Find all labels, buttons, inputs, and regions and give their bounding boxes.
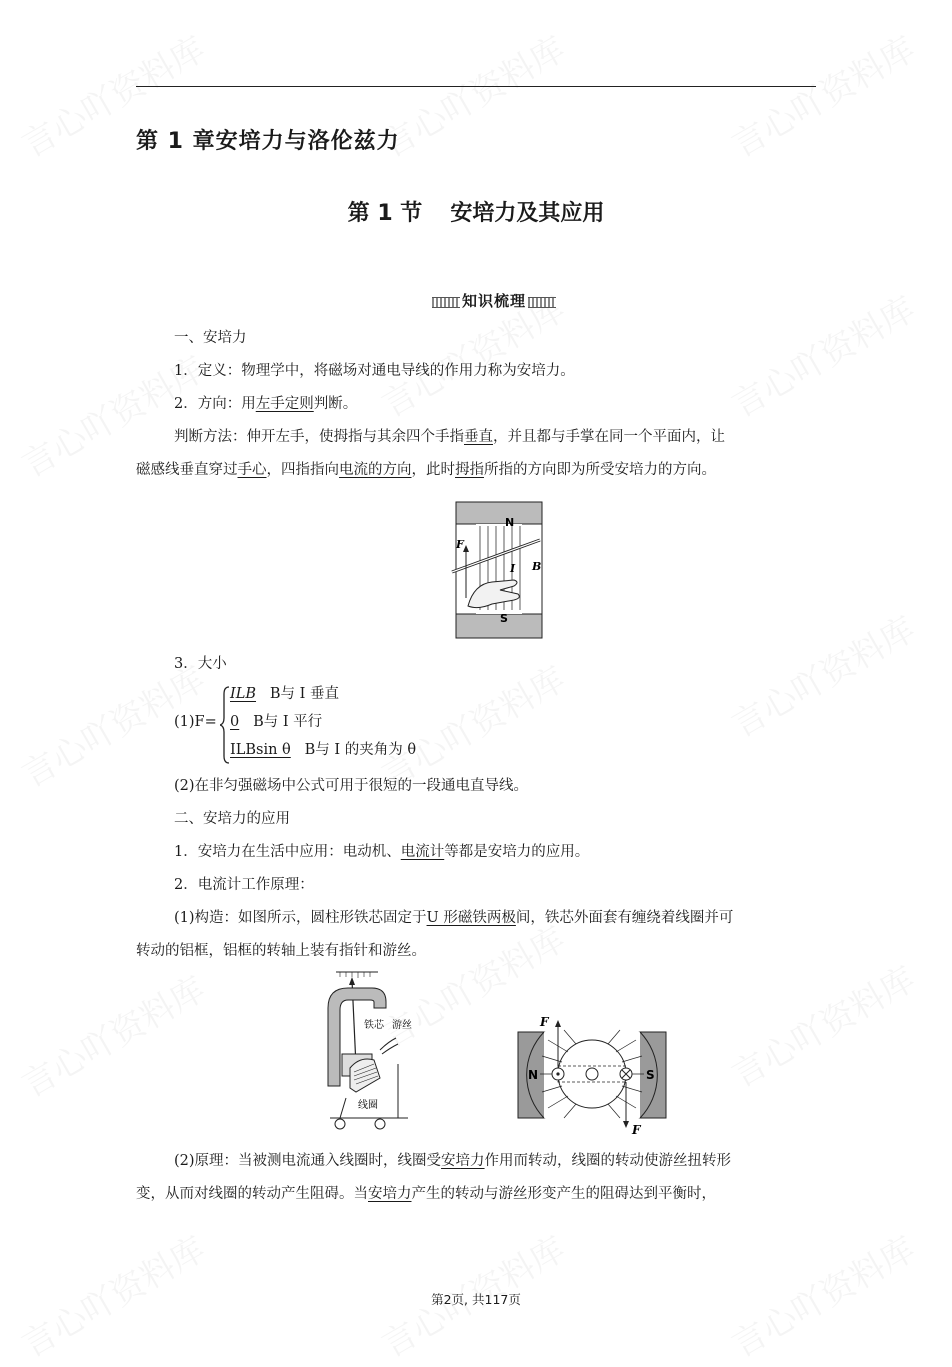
- header-rule: [136, 86, 816, 87]
- para-life-applications: [174, 842, 589, 862]
- para-galvanometer-heading: 2．电流计工作原理：: [174, 877, 314, 893]
- text: 间，铁芯外面套有缠绕着线圈并可: [515, 910, 734, 926]
- label-N: N: [528, 1068, 539, 1082]
- text: 1．安培力在生活中应用：电动机、: [174, 844, 401, 860]
- para-direction: [174, 394, 357, 414]
- watermark: [721, 952, 922, 1096]
- label-N: N: [505, 516, 515, 529]
- label-I: I: [510, 562, 516, 575]
- label-S: S: [646, 1068, 655, 1082]
- label-F: F: [456, 538, 464, 551]
- force-arrow-head: [463, 545, 469, 552]
- label-F-bottom: F: [632, 1123, 641, 1137]
- radial-field-figure: [514, 1010, 670, 1138]
- formula-case-1: [230, 684, 339, 704]
- label-coil: 线圈: [358, 1100, 378, 1111]
- formula-case-2: [230, 712, 322, 732]
- formula-case-3: [230, 740, 416, 760]
- text: ，此时: [411, 462, 455, 478]
- left-hand-rule-figure: [448, 498, 548, 642]
- underlined-answer: 拇指: [455, 462, 484, 478]
- current-out-dot: [556, 1072, 559, 1075]
- underlined-answer: 垂直: [464, 429, 493, 445]
- watermark: [11, 962, 212, 1106]
- page-footer: 第2页, 共117页: [431, 1292, 521, 1307]
- para-nonuniform-field: (2)在非匀强磁场中公式可用于很短的一段通电直导线。: [174, 778, 529, 794]
- para-principle-line1: [174, 1151, 731, 1171]
- underlined-answer: 电流的方向: [339, 462, 412, 478]
- terminal-right: [375, 1119, 385, 1129]
- text: 变，从而对线圈的转动产生阻碍。当: [136, 1186, 368, 1202]
- text: 2．方向：用: [174, 396, 256, 412]
- section-heading: [0, 196, 952, 227]
- para-definition: 1．定义：物理学中，将磁场对通电导线的作用力称为安培力。: [174, 363, 575, 379]
- formula-case-1-cond: B与 I 垂直: [269, 686, 339, 702]
- label-hairspring: 游丝: [392, 1020, 412, 1031]
- para-method-line2: [136, 460, 716, 480]
- underlined-answer: 安培力: [368, 1186, 412, 1202]
- watermark: [721, 22, 922, 166]
- para-principle-line2: [136, 1184, 716, 1204]
- label-B: B: [532, 560, 542, 573]
- galvanometer-structure-figure: [316, 968, 422, 1138]
- force-arrow-up-head: [555, 1020, 561, 1027]
- formula-lhs: (1)F=: [174, 714, 217, 730]
- scale-ticks: [340, 972, 370, 978]
- knowledge-banner: [432, 289, 556, 313]
- para-structure-line1: [174, 908, 733, 928]
- banner-label: 知识梳理: [461, 292, 526, 310]
- axle: [586, 1068, 598, 1080]
- label-F-top: F: [540, 1015, 549, 1029]
- text: 判断方法：伸开左手，使拇指与其余四个手指: [174, 429, 464, 445]
- watermark: [371, 22, 572, 166]
- formula-brace: [220, 686, 230, 764]
- underlined-answer: 电流计: [400, 844, 445, 860]
- text: 作用而转动，线圈的转动使游丝扭转形: [484, 1153, 732, 1169]
- underlined-answer: U 形磁铁两极: [426, 910, 516, 926]
- label-S: S: [500, 612, 508, 625]
- formula-case-3-expr: ILBsin θ: [230, 742, 291, 758]
- heading-magnitude: 3．大小: [174, 656, 227, 672]
- heading-ampere-force: 一、安培力: [174, 330, 247, 346]
- formula-case-2-cond: B与 I 平行: [253, 714, 323, 730]
- formula-case-1-expr: ILB: [230, 686, 257, 702]
- underlined-answer: 手心: [237, 462, 267, 478]
- heading-applications: 二、安培力的应用: [174, 811, 290, 827]
- text: ，并且都与手掌在同一个平面内，让: [493, 429, 725, 445]
- text: 判断。: [313, 396, 358, 412]
- section-title: 安培力及其应用: [450, 201, 605, 226]
- magnet-south-block: [456, 614, 542, 638]
- force-formula: [174, 684, 494, 764]
- label-core: 铁芯: [364, 1020, 384, 1031]
- text: 产生的转动与游丝形变产生的阻碍达到平衡时，: [411, 1186, 716, 1202]
- force-arrow-down-head: [623, 1121, 629, 1128]
- para-method-line1: [174, 427, 725, 447]
- underlined-answer: 安培力: [441, 1153, 485, 1169]
- text: 等都是安培力的应用。: [444, 844, 590, 860]
- text: (2)原理：当被测电流通入线圈时，线圈受: [174, 1153, 442, 1169]
- text: (1)构造：如图所示，圆柱形铁芯固定于: [174, 910, 427, 926]
- watermark: [721, 602, 922, 746]
- para-structure-line2: 转动的铝框，铝框的转轴上装有指针和游丝。: [136, 943, 426, 959]
- terminal-left: [335, 1119, 345, 1129]
- needle-tip: [349, 977, 355, 985]
- watermark: [721, 282, 922, 426]
- magnet-north-block: [456, 502, 542, 524]
- section-number: 第 1 节: [347, 201, 423, 226]
- lead-wire-left: [340, 1098, 346, 1118]
- underlined-answer: 左手定则: [255, 396, 314, 412]
- banner-bar-right: [528, 297, 556, 308]
- banner-bar-left: [432, 297, 460, 308]
- chapter-title: 第 1 章安培力与洛伦兹力: [136, 129, 400, 154]
- text: 磁感线垂直穿过: [136, 462, 238, 478]
- formula-case-2-expr: 0: [230, 714, 240, 730]
- formula-case-3-cond: B与 I 的夹角为 θ: [304, 742, 417, 758]
- text: 所指的方向即为所受安培力的方向。: [484, 462, 716, 478]
- text: ，四指指向: [266, 462, 339, 478]
- hairspring: [380, 1038, 398, 1054]
